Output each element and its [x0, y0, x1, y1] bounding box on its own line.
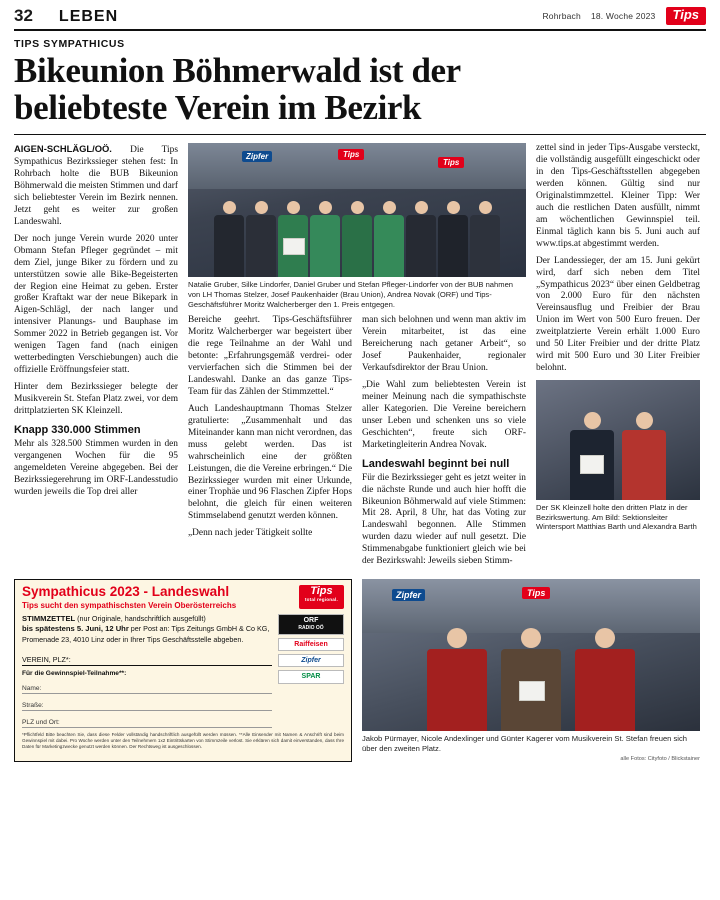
- tips-banner: Tips: [338, 149, 364, 160]
- person: [310, 201, 340, 277]
- person: [438, 201, 468, 277]
- column-2: [188, 315, 352, 573]
- coupon-subtitle: Tips sucht den sympathischsten Verein Oberösterreichs: [22, 601, 237, 610]
- verein-field[interactable]: VEREIN, PLZ*:: [22, 649, 272, 666]
- sponsor-name: SPAR: [301, 673, 321, 681]
- photo-people-group: [362, 619, 700, 731]
- bottom-photo-block: [362, 579, 700, 761]
- column-3: [362, 315, 526, 573]
- tips-logo-coupon: [299, 585, 344, 608]
- plz-city-field[interactable]: PLZ und Ort:: [22, 714, 272, 728]
- award-ceremony-photo: [188, 143, 526, 277]
- coupon-fields: [22, 614, 272, 728]
- stimmzettel-note: (nur Originale, handschriftlich ausgefüllt): [77, 614, 206, 623]
- sponsor-sub: RADIO OÖ: [298, 625, 324, 632]
- paragraph: [14, 143, 178, 229]
- article-kicker: TIPS SYMPATHICUS: [14, 38, 125, 50]
- divider: [14, 134, 706, 135]
- masthead-left: [14, 6, 118, 26]
- gutter: [352, 579, 362, 761]
- sponsor-logo-spar: [278, 670, 344, 683]
- edition-region: Rohrbach: [542, 10, 581, 21]
- coupon-title: Sympathicus 2023 - Landeswahl: [22, 584, 230, 600]
- certificate: [519, 681, 545, 701]
- article-body: [14, 143, 706, 573]
- subheading: Knapp 330.000 Stimmen: [14, 423, 141, 436]
- sponsor-name: Zipfer: [301, 657, 321, 665]
- paragraph: Mehr als 328.500 Stimmen wurden in den vergangenen Wochen für die 95 angemeldeten Vereine abgegeben. Bei der Bezirkssiegerehrung im ORF-Landesstudio wurden jeweils die Top drei aller: [14, 438, 178, 497]
- coupon-body: [22, 614, 344, 728]
- headline-line-1: Bikeunion Böhmerwald ist der: [14, 51, 461, 90]
- name-field[interactable]: Name:: [22, 680, 272, 694]
- person: [470, 201, 500, 277]
- paragraph: „Die Wahl zum beliebtesten Verein ist meiner Meinung nach die sympathischste aller Kategorien. Die Vereine bereichern unser Leben und schenken uns so viele Geschichten“, freute sich ORF-Marketingleiterin Andrea Novak.: [362, 380, 526, 450]
- person: [374, 201, 404, 277]
- certificate: [580, 455, 604, 474]
- subheading: Landeswahl beginnt bei null: [362, 457, 510, 470]
- person: [427, 628, 487, 731]
- photo-caption: Jakob Pürmayer, Nicole Andexlinger und Günter Kagerer vom Musikverein St. Stefan freuen sich über den zweiten Platz.: [362, 734, 688, 753]
- page-title: [14, 52, 706, 126]
- sponsor-name: ORF: [303, 617, 319, 624]
- paragraph: Auch Landeshauptmann Thomas Stelzer gratulierte: „Zusammenhalt und das Miteinander kann man nicht verordnen, das muss gelebt werden. Das ist wahrscheinlich eine der größten Leistungen, die die Vereine erbringen.“ Die Bezirkssieger wurden mit einer Urkunde, einer Trophäe und 96 Flaschen Zipfer Hops belohnt, die gleich für einen weiteren Stimmselabend genutzt werden können.: [188, 403, 352, 522]
- bottom-area: [14, 579, 706, 761]
- section-title: LEBEN: [58, 8, 119, 25]
- paragraph: Der noch junge Verein wurde 2020 unter Obmann Stefan Pfleger gegründet – mit dem Ziel, junge Biker zu fördern und zu unterstützen sowie alle Bike-Begeisterten der Region eine Heimat zu geben. Erster großer Kraftakt war der neue Bikepark in Aigen-Schlägl, der nach langer und intensiver Planungs- und Bauphase im Sommer 2022 in Betrieb gegangen ist. Vor wenigen Tagen fand (nach einigen wetterbedingten Verschiebungen) auch die offizielle Eröffnungsfeier statt.: [14, 233, 178, 376]
- musikverein-photo: [362, 579, 700, 731]
- certificate: [283, 238, 305, 255]
- masthead-right: [542, 7, 706, 24]
- sponsor-logo-raiffeisen: [278, 638, 344, 651]
- person: [342, 201, 372, 277]
- sub-columns: [188, 315, 526, 573]
- photo-people-group: [188, 185, 526, 277]
- person: [214, 201, 244, 277]
- photo-people-group: [536, 404, 700, 500]
- person: [278, 201, 308, 277]
- tips-logo: Tips: [666, 7, 707, 24]
- tips-logo-text: Tips: [310, 585, 333, 598]
- person: [570, 412, 614, 500]
- person: [246, 201, 276, 277]
- column-1: [14, 143, 178, 503]
- paragraph: Bereiche geehrt. Tips-Geschäftsführer Moritz Walcherberger war begeistert über die rege Teilnahme an der Wahl und betonte: „Erfahrungsgemäß verdrei- oder vervierfachen sich die Stimmen bei der Landeswahl. Danke an das ganze Tips-Team für das Zählen der Stimmzettel.“: [188, 315, 352, 397]
- sk-kleinzell-photo: [536, 380, 700, 500]
- sponsor-name: Raiffeisen: [294, 640, 328, 648]
- stimmzettel-label: STIMMZETTEL: [22, 614, 76, 623]
- sponsor-logo-zipfer: [278, 654, 344, 667]
- top-photo-block: [188, 143, 526, 573]
- coupon-titles: [22, 585, 236, 610]
- paragraph-text: Die Tips Sympathicus Bezirkssieger stehen fest: In Rohrbach holte die BUB Bikeunion Böhmerwald die meisten Stimmen und darf sich beliebtester Verein im Bezirk nennen. Jetzt geht es weiter zur großen Landeswahl.: [14, 145, 178, 227]
- sponsor-logos: [278, 614, 344, 728]
- person: [406, 201, 436, 277]
- column-4: [536, 143, 700, 532]
- voting-coupon[interactable]: [14, 579, 352, 761]
- paragraph: man sich belohnen und wenn man aktiv im Verein mitarbeitet, ist das eine Bereicherung nach getaner Arbeit“, so Josef Paukenhaider, regionaler Verkaufsdirektor der Brau Union.: [362, 315, 526, 374]
- sponsor-logo-orf: [278, 614, 344, 635]
- zipfer-banner: Zipfer: [242, 151, 272, 162]
- headline-line-2: beliebteste Verein im Bezirk: [14, 88, 422, 128]
- paragraph: Der Landessieger, der am 15. Juni gekürt wird, darf sich neben dem Titel „Sympathicus 2023“ über einen Geldbetrag von 2.000 Euro für den nächsten Vereinsausflug und Freibier der Brau Union im Wert von 500 Euro freuen. Der zweitplatzierte Verein erhält 1.000 Euro und 50 Liter Freibier und der dritte Platz wird mit 500 Euro und 30 Liter Freibier belohnt.: [536, 255, 700, 374]
- photo-credit: alle Fotos: Cityfoto / Blickstainer: [620, 755, 700, 762]
- photo-caption: Natalie Gruber, Silke Lindorfer, Daniel Gruber und Stefan Pfleger-Lindorfer von der BUB nahmen von LH Thomas Stelzer, Josef Paukenhaider (Brau Union), Andrea Novak (ORF) und Tips-Geschäftsführer Moritz Walcherberger den 1. Preis entgegen.: [188, 280, 514, 309]
- coupon-header: [22, 585, 344, 610]
- photo-caption: Der SK Kleinzell holte den dritten Platz in der Bezirkswertung. Am Bild: Sektionsleiter Wintersport Matthias Barth und Alexandra Barth: [536, 503, 697, 532]
- paragraph: „Denn nach jeder Tätigkeit sollte: [188, 528, 313, 539]
- paragraph: Hinter dem Bezirkssieger belegte der Musikverein St. Stefan Platz zwei, vor dem drittplatzierten SK Kleinzell.: [14, 382, 178, 416]
- masthead: [14, 6, 706, 31]
- person: [501, 628, 561, 731]
- tips-banner: Tips: [522, 587, 550, 599]
- street-field[interactable]: Straße:: [22, 697, 272, 711]
- zipfer-banner: Zipfer: [392, 589, 425, 601]
- page-number: 32: [14, 6, 33, 25]
- person: [575, 628, 635, 731]
- paragraph: Für die Bezirkssieger geht es jetzt weiter in die nächste Runde und auch hier hofft die Bikeunion Böhmerwald auf viele Stimmen: Mit 28. April, 8 Uhr, hat das Voting zur Landeswahl begonnen. Alle Stimmen wurden dazu wieder auf null gesetzt. Die Stimmenabgabe funktioniert gleich wie bei der Bezirkswahl: Jeweils sieben Stimm-: [362, 472, 526, 567]
- tips-logo-tagline: total regional.: [304, 596, 338, 602]
- coupon-deadline: bis spätestens 5. Juni, 12 Uhr: [22, 624, 129, 634]
- coupon-instructions: [22, 614, 272, 644]
- paragraph: zettel sind in jeder Tips-Ausgabe versteckt, die vollständig ausgefüllt eingeschickt oder in den Tips-Geschäftsstellen abgegeben werden können. Gültig sind nur Originalstimmzettel. Kleiner Tipp: Wer auch die restlichen Daten ausfüllt, nimmt am wöchentlichen Gewinnspiel teil. Einmal täglich kann bis 5. Juni auch auf www.tips.at abgestimmt werden.: [536, 143, 700, 249]
- edition-date: 18. Woche 2023: [590, 10, 656, 21]
- coupon-disclaimer: *Pflichtfeld Bitte beachten Sie, dass diese Felder vollständig handschriftlich ausgefüllt werden müssen. **Alle Einsender mit Namen & Anschrift sind beim Gewinnspiel mit dabei. Pro Woche werden unter den Teilnehmern 1x2 Eintrittskarten von Stimmzeile verlost. Sie erklären sich damit einverstanden, dass Ihre Daten für Marketingzwecke genutzt werden können. Der Rechtsweg ist ausgeschlossen.: [22, 732, 344, 750]
- tips-banner-2: Tips: [438, 157, 464, 168]
- person: [622, 412, 666, 500]
- coupon-deadline-rest: per Post an: Tips Zeitungs GmbH & Co KG, Promenade 23, 4010 Linz oder in Ihrer Tips Geschäftsstelle abgeben.: [22, 624, 270, 644]
- dateline: AIGEN-SCHLÄGL/OÖ.: [14, 143, 112, 155]
- gewinnspiel-label: Für die Gewinnspiel-Teilnahme**:: [22, 670, 127, 678]
